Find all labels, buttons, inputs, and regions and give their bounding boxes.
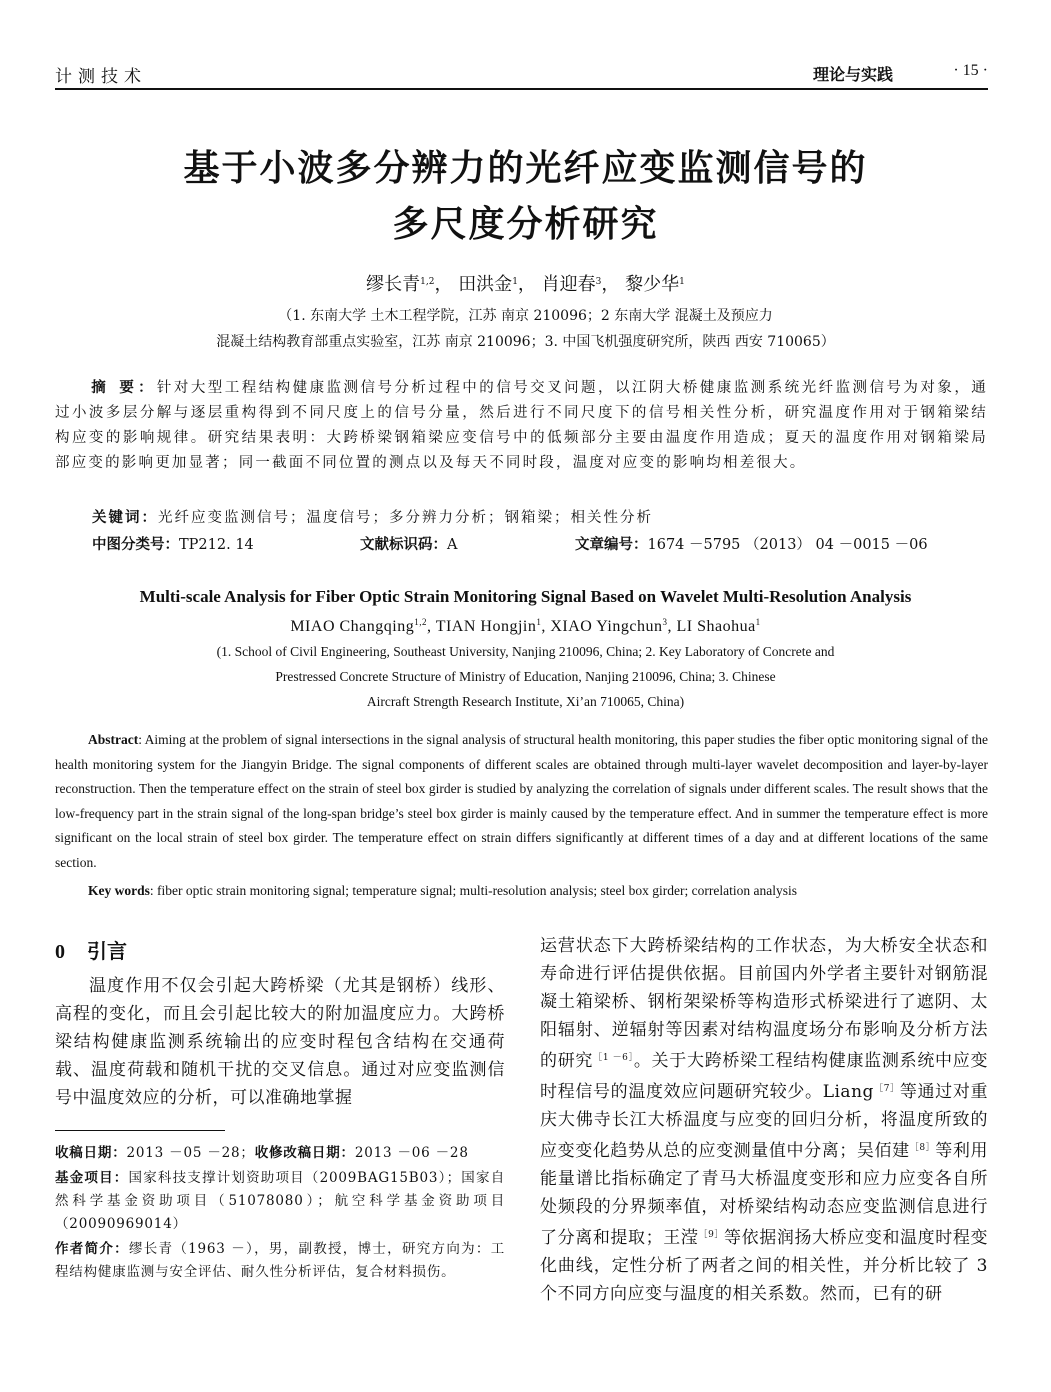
keywords-en: [88, 883, 797, 899]
section-name: 理论与实践: [812, 65, 893, 84]
author-en-3: XIAO Yingchun: [550, 618, 663, 635]
author-cn-4: 黎少华: [625, 274, 680, 295]
footnote-divider: [55, 1130, 225, 1131]
authors-cn: [0, 270, 1051, 296]
article-number-value: 1674 －5795 （2013） 04 －0015 －06: [647, 537, 928, 553]
keywords-cn: [92, 506, 653, 527]
intro-right-part3: 等通过对重庆大佛寺长江大桥温度与应变的回归分析，将温度所致的应变变化趋势从总的应变测量值中分离；吴佰建: [540, 1082, 988, 1161]
abstract-en-label: Abstract: [88, 732, 139, 747]
author-en-3-affil: 3: [662, 617, 668, 627]
doc-code: [360, 533, 457, 554]
intro-right-part4: 等利用能量谱比指标确定了青马大桥温度变形和应力应变各自所处频段的分界频率值，对桥梁结构动态应变监测信息进行了分离和提取；王滢: [540, 1141, 988, 1248]
affiliation-en-line3: Aircraft Strength Research Institute, Xi’an 710065, China): [366, 694, 685, 709]
author-cn-4-affil: 1: [679, 277, 685, 287]
affiliation-cn-line1: （1. 东南大学 土木工程学院，江苏 南京 210096；2 东南大学 混凝土及预应力: [278, 308, 773, 324]
doc-code-value: A: [447, 537, 458, 553]
keywords-en-label: Key words: [88, 883, 150, 898]
received-value: 2013 －05 －28；: [126, 1145, 255, 1161]
journal-name: 计测技术: [55, 67, 147, 87]
keywords-cn-text: 光纤应变监测信号；温度信号；多分辨力分析；钢箱梁；相关性分析: [158, 510, 653, 526]
footnote-bio: [55, 1238, 505, 1284]
intro-paragraph-left: 温度作用不仅会引起大跨桥梁（尤其是钢桥）线形、高程的变化，而且会引起比较大的附加温度应力。大跨桥梁结构健康监测系统输出的应变时程包含结构在交通荷载、温度荷载和随机干扰的交叉信息。通过对应变监测信号中温度效应的分析，可以准确地掌握: [55, 976, 505, 1108]
clc-value: TP212. 14: [179, 537, 254, 553]
intro-right-part2: 。关于大跨桥梁工程结构健康监测系统中应变时程信号的温度效应问题研究较少。Liang: [540, 1051, 988, 1102]
received-label: 收稿日期：: [55, 1145, 127, 1161]
citation-7: ［7］: [873, 1084, 900, 1094]
running-head: [55, 60, 988, 90]
author-cn-1: 缪长青: [366, 274, 421, 295]
abstract-en-text: Aiming at the problem of signal intersections in the signal analysis of structural health monitoring, this paper studies the fiber optic monitoring signal of the health monitoring system for the Jiangyin Bridge. The signal components of different scales are obtained through multi-layer wavelet decomposition and layer-by-layer reconstruction. Then the temperature effect on the strain of steel box girder is studied by analyzing the correlation of signals under different scales. The result shows that the low-frequency part in the strain signal of the long-span bridge’s steel box girder is mainly caused by the temperature effect. And in summer the temperature effect is more significant on the local strain of steel box girder. The temperature effect on strain differs significantly at different times of a day and at different locations of the same section.: [55, 732, 988, 870]
author-en-2: TIAN Hongjin: [435, 618, 537, 635]
intro-paragraph-right: [540, 932, 988, 1308]
section-heading: [55, 935, 505, 964]
fund-label: 基金项目：: [55, 1170, 129, 1186]
author-cn-2-affil: 1: [512, 277, 518, 287]
title-cn-line2: 多尺度分析研究: [392, 204, 659, 245]
author-cn-2: 田洪金: [458, 274, 513, 295]
author-cn-3: 肖迎春: [541, 274, 596, 295]
title-cn-line1: 基于小波多分辨力的光纤应变监测信号的: [183, 148, 868, 189]
author-en-2-affil: 1: [536, 617, 542, 627]
abstract-en: [55, 728, 988, 875]
section-title: 引言: [87, 939, 127, 963]
author-sep: ,: [667, 618, 677, 635]
keywords-en-text: fiber optic strain monitoring signal; temperature signal; multi-resolution analysis; steel box girder; correlation analysis: [157, 883, 797, 898]
citation-1-6: ［1 －6］: [593, 1053, 634, 1063]
author-en-4-affil: 1: [755, 617, 761, 627]
authors-en: [0, 617, 1051, 636]
bio-value: 缪长青（1963 －），男，副教授，博士，研究方向为：工程结构健康监测与安全评估、耐久性分析评估，复合材料损伤。: [55, 1241, 506, 1280]
author-en-1: MIAO Changqing: [290, 618, 415, 635]
author-cn-3-affil: 3: [595, 277, 602, 287]
affiliation-en-line2: Prestressed Concrete Structure of Ministry of Education, Nanjing 210096, China; 3. Chinese: [275, 669, 776, 684]
footnote-dates: [55, 1142, 505, 1165]
affiliation-en-line1: (1. School of Civil Engineering, Southeast University, Nanjing 210096, China; 2. Key Laboratory of Concrete and: [216, 644, 835, 659]
keywords-en-colon: :: [149, 883, 158, 898]
author-sep: ，: [434, 274, 453, 295]
right-column: [540, 932, 988, 1308]
author-en-4: LI Shaohua: [676, 618, 756, 635]
title-en: Multi-scale Analysis for Fiber Optic Strain Monitoring Signal Based on Wavelet Multi-Resolution Analysis: [139, 587, 912, 606]
intro-right-part5: 等依据润扬大桥应变和温度时程变化曲线，定性分析了两者之间的相关性，并分析比较了 3 个不同方向应变与温度的相关系数。然而，已有的研: [540, 1228, 989, 1304]
article-number: [575, 533, 928, 554]
citation-9: ［9］: [698, 1230, 725, 1240]
section-number: 0: [55, 941, 65, 963]
doc-code-label: 文献标识码：: [360, 537, 447, 553]
left-column: [55, 935, 505, 1112]
author-sep: ，: [601, 274, 620, 295]
author-cn-1-affil: 1,2: [420, 277, 435, 287]
page-number: · 15 ·: [953, 62, 988, 79]
bio-label: 作者简介：: [55, 1241, 129, 1257]
footnotes: [55, 1142, 505, 1286]
revised-label: 收修改稿日期：: [254, 1145, 355, 1161]
citation-8: ［8］: [909, 1143, 936, 1153]
author-sep: ，: [517, 274, 536, 295]
abstract-cn: [55, 376, 988, 476]
clc-number: [92, 533, 254, 554]
abstract-cn-text: 针对大型工程结构健康监测信号分析过程中的信号交叉问题，以江阴大桥健康监测系统光纤监测信号为对象，通过小波多层分解与逐层重构得到不同尺度上的信号分量，然后进行不同尺度下的信号相关性分析，研究温度作用对于钢箱梁结构应变的影响规律。研究结果表明：大跨桥梁钢箱梁应变信号中的低频部分主要由温度作用造成；夏天的温度作用对钢箱梁局部应变的影响更加显著；同一截面不同位置的测点以及每天不同时段，温度对应变的影响均相差很大。: [55, 380, 988, 471]
author-sep: ,: [426, 618, 436, 635]
author-en-1-affil: 1,2: [414, 617, 427, 627]
fund-value: 国家科技支撑计划资助项目（2009BAG15B03）；国家自然科学基金资助项目（51078080）；航空科学基金资助项目（20090969014）: [55, 1170, 506, 1232]
revised-value: 2013 －06 －28: [354, 1145, 469, 1161]
intro-right-part1: 运营状态下大跨桥梁结构的工作状态，为大桥安全状态和寿命进行评估提供依据。目前国内外学者主要针对钢筋混凝土箱梁桥、钢桁架梁桥等构造形式桥梁进行了遮阴、太阳辐射、逆辐射等因素对结构温度场分布影响及分析方法的研究: [540, 936, 988, 1071]
abstract-cn-label: 摘 要：: [91, 380, 157, 396]
author-sep: ,: [541, 618, 551, 635]
keywords-cn-label: 关键词：: [92, 510, 158, 526]
article-number-label: 文章编号：: [575, 537, 648, 553]
footnote-fund: [55, 1167, 505, 1236]
clc-label: 中图分类号：: [92, 537, 179, 553]
affiliation-cn-line2: 混凝土结构教育部重点实验室，江苏 南京 210096；3. 中国飞机强度研究所，陕西 西安 710065）: [216, 334, 835, 350]
abstract-en-colon: :: [138, 732, 145, 747]
